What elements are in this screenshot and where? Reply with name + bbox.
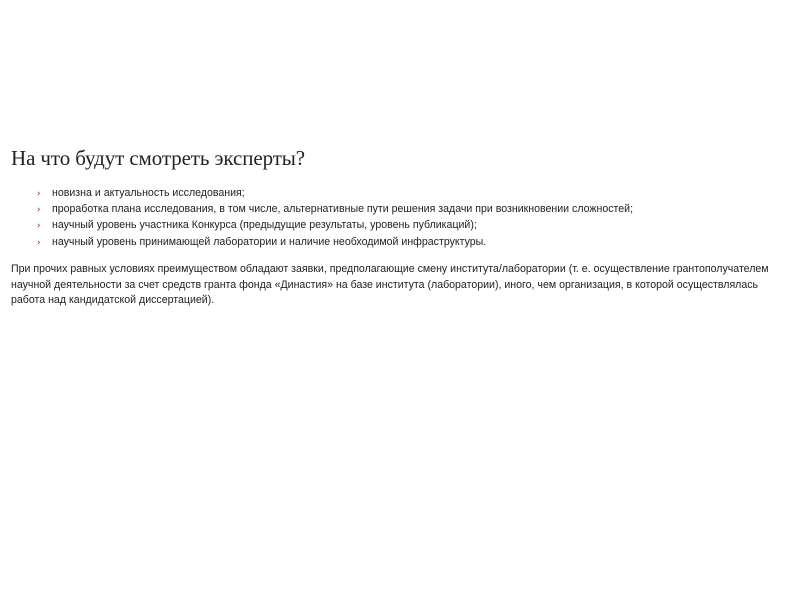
list-item: [36, 185, 791, 201]
chevron-right-icon: ›: [37, 189, 41, 199]
list-item: [36, 217, 791, 233]
list-item-text: новизна и актуальность исследования;: [52, 187, 245, 199]
list-item-text: проработка плана исследования, в том числе, альтернативные пути решения задачи при возникновении сложностей;: [52, 203, 634, 216]
list-item: [36, 234, 791, 250]
list-item-text: научный уровень принимающей лаборатории и наличие необходимой инфраструктуры.: [52, 235, 487, 248]
list-item: [36, 201, 791, 217]
chevron-right-icon: ›: [37, 221, 41, 232]
content-block: [11, 146, 791, 309]
chevron-right-icon: ›: [37, 205, 41, 216]
list-item-text: научный уровень участника Конкурса (предыдущие результаты, уровень публикаций);: [52, 219, 477, 232]
chevron-right-icon: ›: [37, 237, 41, 248]
criteria-list: [36, 185, 791, 250]
preference-note: При прочих равных условиях преимуществом обладают заявки, предполагающие смену института/лаборатории (т. е. осуществление грантополучателем научной деятельности за счет средств гранта фонда «Династия» на базе института (лаборатории), иного, чем организация, в которой осуществлялась работа над кандидатской диссертацией).: [11, 262, 769, 307]
section-heading: На что будут смотреть эксперты?: [11, 146, 306, 170]
